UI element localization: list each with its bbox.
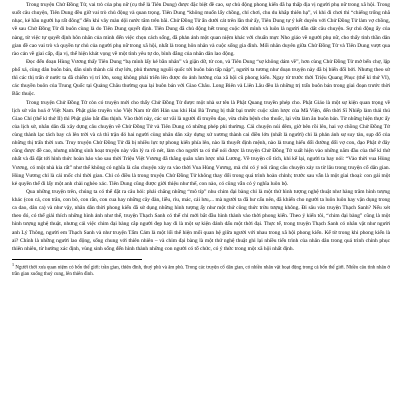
footnote-divider	[12, 259, 142, 260]
footnote-text: Người thời xưa quan niệm có bốn thế giới: trần gian, thiên đình, thuỷ phủ và âm phủ. Trong các truyện cổ dân gian, có nhiều nhân vật hoạt động trong cả bốn thế giới. Nhiều câu tình nhân ở trần gian xuống thuỷ cung, lên thiên đình.	[12, 265, 390, 277]
paragraph-1: Trong truyện Chử Đồng Tử, vai trò của phụ nữ (cụ thể là Tiên Dung) được đặc biệt đề cao, sự chủ động phong kiến đã hạ thấp địa vị người phụ nữ trong xã hội. Trong suốt câu chuyện, Tiên Dung đều giữ vai trò chủ động và quan trọng. Tiên Dung “không muốn lấy chồng, chỉ chơi, chu du khắp thiên hạ”, vì khi đi chơi thì “chiếng trống nhã nhạc, kẻ hầu người hạ rất đông” đến khi vây màn dội nước tắm trên bãi. Chử Đồng Tử ẩn dưới cát trên lần thứ ấy, Tiên Dung tự ý kết duyên với Chử Đồng Tử làm vợ chồng, về sau Chử Đồng Tử đi buôn cùng là do Tiên Dung quyết định. Tiên Dung đã chủ động hết trong cuộc đời mình và luôn là người dẫn dắt câu chuyện. Sự chủ động ấy của nàng, từ việc tự quyết định hôn nhân của mình đến việc chọn cách sống, đã phản ánh một quan niệm khác với chuẩn mực Nho giáo về người phụ nữ, cho thấy tinh thần dân gian đề cao vai trò và quyền tự chủ của người phụ nữ trong xã hội, nhất là trong hôn nhân và cuộc sống gia đình. Mối nhân duyên giữa Chử Đồng Tử và Tiên Dung vượt qua rào cản về giai cấp, địa vị, thể hiện khát vọng về một tình yêu tự do, bình đẳng của nhân dân lao động.	[12, 2, 390, 57]
paragraph-4: Qua những truyện trên, chúng ta có thể đặt ra câu hỏi: phải chăng những “mô típ” nhu chim đại bàng chỉ là một thứ hình tượng nghệ thuật như hàng trăm hình tượng khác (con cá, con trăn, con bò, con rắn, con cua hay những cây đàn, liễu, rìu, mác, cái lưu,... mà người ta đã hư cấu nên, đã khiến cho người ta luôn luôn hay vận dụng trong ca dao, dân ca) và như vậy, nhân dân thời phong kiến đã sử dụng những hình tượng ấy như một thứ công thức trừu tượng không. Đi sâu vào truyện Thạch Sanh? Nếu xét theo đó, có thể giải thích những hình ảnh như thế, truyện Thạch Sanh có thể chỉ mới bắt đầu hình thành vào thời phong kiến. Theo ý kiến tôi, “chim đại bàng” cũng là một hình tượng nghệ thuật, nhưng cái việc chim đại bàng cắp người đẹp hay đi là một sự kiện đánh dấu một thời đại. Thực tế, trong truyện Thạch Sanh có nhân vật như người anh Lý Thông, người em Thạch Sanh và như truyện Tấm Cám là một lối thể hiện mối quan hệ giữa người với nhau trong xã hội phong kiến. Kể từ trong khi phong kiến là ai? Chính là những người lao động, sống chung với thiên nhiên – và chim đại bàng là một thứ nghệ thuật ghi lại nhiều tiến trình của nhân dân trong quá trình chinh phục thiên nhiên, từ hướng xác định, vùng sinh sống đến hình thành những con người có tổ chức, có ý thức trong một xã hội nhất định.	[12, 188, 390, 252]
paragraph-2: Đọc đến đoạn Hùng Vương thấy Tiên Dung “bạ mình lấy kẻ bần nhân” và giận dữ, từ con, và Tiên Dung “sợ không dám về”, hơn cùng Chử Đồng Tử mở bến chợ, lập phố xá, cùng dân buôn bán, dân sinh thành cái chợ lớn, phủ thương nguồi quốc tới buôn bán tấp nập”, người ta tương như đoạn truyện này đã bị biến đổi bởi. Nhưng theo sử thì các thị trấn ở nước ta đã chiếm vị trí lớn, song không phải triển lên được do ảnh hưởng của xã hội cũ phong kiến. Ngay từ trước thời Triệu Quang Phục (thế kỉ thứ VI), các thuyền buôn của Trung Quốc tại Quảng Châu thường qua lại buôn bán với Giao Châu. Long Biên và Liên Lâu đều là những trị trấn buôn bán trong giai đoạn trước thời Bắc thuộc.	[12, 58, 390, 98]
paragraph-3: Trong truyện Chử Đồng Tử còn có truyện mới cho thấy Chử Đồng Tử được một nhà sư tên là Phật Quang truyền phép cho. Phật Giáo là một sự kiện quan trọng về lịch sử văn hoá ở Việt Nam. Phật giáo truyền vào Việt Nam từ đời Hán sau khi Hai Bà Trưng bị thất bại trước cuộc xâm lược của Mã Viện, đến thời Sĩ Nhiếp làm thái thú Giao Chỉ (thế kỉ thứ II) thì Phật giáo bắt đầu thịnh. Vào thời này, các sư vãi là người đi truyền đạo, vừa chữa bệnh cho thuốc, lại vừa làm ăn buôn bán. Từ những hiện thực ấy của lịch sử, nhân dân đã xây dựng câu chuyện về Chử Đồng Tử và Tiên Dung có những phép phi thường. Cái chuyện núi đêm, giờ bên rồi lên, hai vợ chồng Chử Đồng Tử cùng thành lạc tách bay cả lên trời và cả thì trận đó hai người cùng nhân dân xây dựng xứ xương thành cai điền lớn (nhất là người) chi là phản ánh sự suy tàn, sụp đổ của những thị trấn thời xưa. Truy truyện Chử Đồng Tử đã bị nhiều lực tự phong kiến phía lên, nào là thuyết định mệnh, nào là trung hiếu đối đường đối vợ con, đạo Phật ở đây cũng được đề cao, nhưng những sinh hoạt truyện này vẫn lý ra rõ nét, làm cho người ta có thể nói được là truyện Chử Đồng Tử xuất hiện vào những năm đầu của thế kỉ thứ nhất và đã đặt tới hình thức hoàn hảo vào sau thời Triệu Việt Vương đã thắng quân xâm lược nhà Lương. Về truyện cổ tích, khi kể lại, người ta hay nói: “Vào thời vua Hùng Vương, có một nhà kia rất” như thế không có nghĩa là câu chuyện xảy ra vào thời Vua Hùng Vương, mà chỉ có ý nói rằng câu chuyện xảy ra từ lâu trong truyện cổ dân gian. Hùng Vương chỉ là cái mốc chỉ thời gian. Chỉ có điều là trong truyện Chử Đồng Tử không thay đổi trong quá trình hoàn chỉnh; trước sau vẫn là một giai thoại: con gái một kẻ quyền thế đi lấy một anh chài nghèo xác. Tiên Dung cũng được giới thiệu như thế, con nào, có cũng vẫn có ý nghĩa luôn bộ.	[12, 99, 390, 187]
footnote-marker: 1	[12, 261, 15, 267]
footnote	[12, 262, 390, 278]
